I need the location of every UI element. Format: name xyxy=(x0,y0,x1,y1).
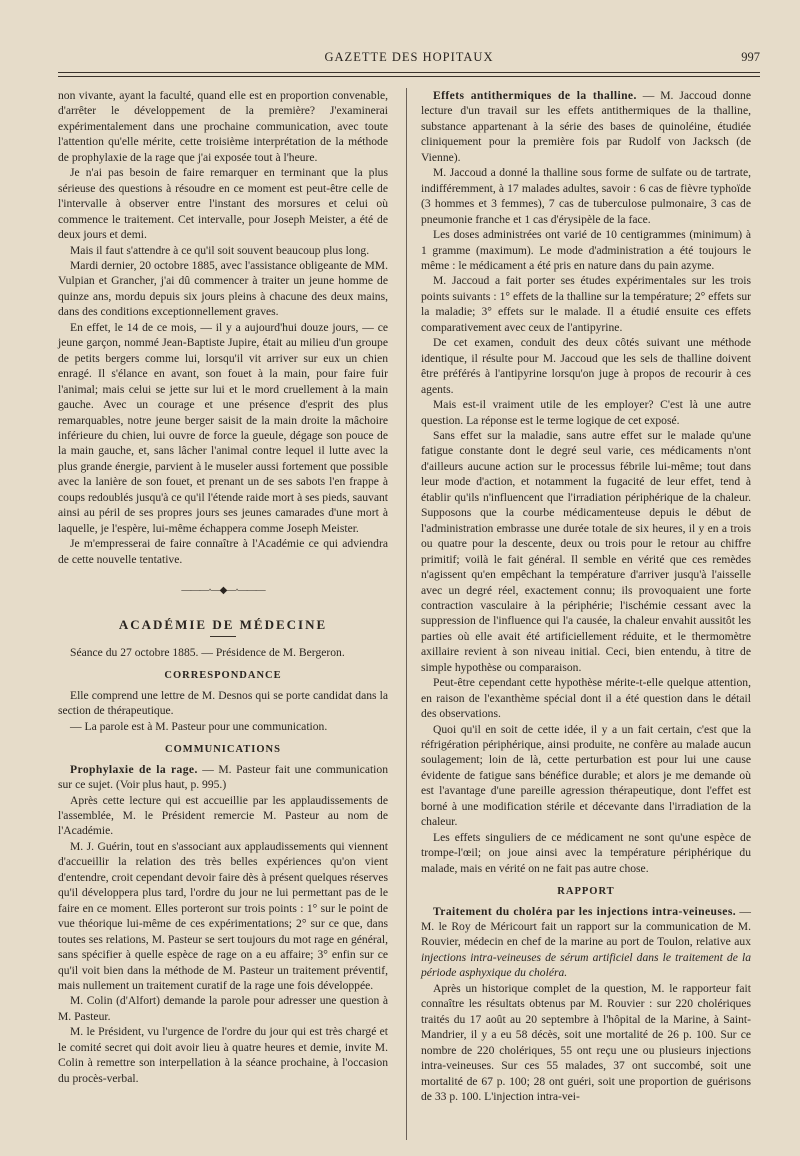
rubric-prophylaxie: Prophylaxie de la rage. xyxy=(70,762,198,776)
subsection-rapport: RAPPORT xyxy=(557,886,615,898)
paragraph xyxy=(421,904,751,981)
paragraph: De cet examen, conduit des deux côtés suivant une méthode identique, il résulte pour M. Jaccoud que les sels de thalline doivent être préférés à l'antipyrine lorsqu'on juge à propos de recourir à ces agents. xyxy=(421,336,751,396)
header-rule-thin xyxy=(58,76,760,77)
paragraph: Peut-être cependant cette hypothèse mérite-t-elle quelque attention, en raison de l'exanthème spécial dont il a été question dans le détail des observations. xyxy=(421,676,751,721)
paragraph: — La parole est à M. Pasteur pour une communication. xyxy=(70,719,328,733)
paragraph: M. J. Guérin, tout en s'associant aux applaudissements qui viennent d'accueillir la relation des très belles expériences qu'on vient d'entendre, croit cependant devoir faire dès à présent quelques réserves qu'il développera plus tard, l'ordre du jour ne lui permettant pas de le faire en ce moment. Elles porteront sur trois points : 1° sur le point de vue théorique lui-même de ces expérimentations; 2° sur ce que, dans toutes ses relations, M. Pasteur se sert toujours du mot rage en général, sans spécifier à quelle espèce de rage on a eu affaire; 3° enfin sur ce qu'il voit bien dans la méthode de M. Pasteur un traitement préventif, mais nullement un traitement curatif de la rage une fois développée. xyxy=(58,839,388,993)
paragraph: M. Colin (d'Alfort) demande la parole pour adresser une question à M. Pasteur. xyxy=(58,994,388,1023)
rubric-text: — M. le Roy de Méricourt fait un rapport sur la communication de M. Rouvier, médecin en chef de la marine au port de Toulon, relative aux xyxy=(421,904,751,949)
header-rule xyxy=(58,72,760,73)
paragraph: Sans effet sur la maladie, sans autre effet sur le malade qu'une fatigue constante dont le degré seul varie, ces médicaments n'ont d'ailleurs aucune action sur le processus fébrile lui-même; tout dans leur mode d'action, et notamment la fugacité de leur effet, tend à établir qu'ils n'influencent que l'irradiation périphérique de la chaleur. Supposons que la courbe médicamenteuse depuis le début de l'administration embrasse une durée totale de six heures, il y en a trois ou quatre pour la descente, deux ou trois pour le retour au chiffre primitif; voilà le fait général. Il semble en vérité que ces remèdes n'agissent qu'en empêchant la température d'arriver jusqu'à l'aisselle avec un degré réel, exactement connu; ils provoquaient une forte contraction vasculaire à la périphérie; l'ischémie cessant avec la suppression de l'influence qui l'a causée, la chaleur envahit aussitôt les parties où elle avait été artificiellement réduite, et le thermomètre axillaire revient à son niveau initial. Ceci, bien entendu, à titre de simple hypothèse ou comparaison. xyxy=(421,428,751,674)
paragraph xyxy=(58,762,388,793)
short-rule xyxy=(210,636,236,637)
italic-title: injections intra-veineuses de sérum artificiel dans le traitement de la période asphyxique du choléra. xyxy=(421,950,751,980)
rubric-thalline: Effets antithermiques de la thalline. xyxy=(433,89,637,102)
paragraph: Je n'ai pas besoin de faire remarquer en terminant que la plus sérieuse des questions à résoudre en ce moment est peut-être celle de l'intervalle à observer entre l'instant des morsures et celui où commence le traitement. Cet intervalle, pour Joseph Meister, a été de deux jours et demi. xyxy=(58,166,388,242)
section-title-academie: ACADÉMIE DE MÉDECINE xyxy=(118,616,328,632)
paragraph: non vivante, ayant la faculté, quand elle est en proportion convenable, d'arrêter le développement de la première? J'examinerai expérimentalement dans une prochaine communication, avec toute l'attention qu'elle mérite, cette troisième interprétation de la méthode de prophylaxie de la rage que j'ai exposée tout à l'heure. xyxy=(58,89,388,164)
rubric-text: — M. Pasteur fait une communication sur ce sujet. (Voir plus haut, p. 995.) xyxy=(58,762,388,792)
seance-line: Séance du 27 octobre 1885. — Présidence de M. Bergeron. xyxy=(70,645,345,659)
ornament-divider: ———·—◆—·——— xyxy=(181,585,265,597)
rubric-cholera: Traitement du choléra par les injections intra-veineuses. xyxy=(433,904,737,918)
paragraph: Mais est-il vraiment utile de les employer? C'est là une autre question. La réponse est le terme logique de cet exposé. xyxy=(421,398,751,427)
column-divider xyxy=(406,88,407,1140)
paragraph: Quoi qu'il en soit de cette idée, il y a un fait certain, c'est que la réfrigération périphérique, ainsi produite, ne confère au malade aucun soulagement; loin de là, cette perturbation est pour lui une cause évidente de fatigue sans bénéfice durable; et alors je me demande où est l'avantage d'une pareille agression thérapeutique, dont l'effet est borné à une modification stérile et décevante dans l'irradiation de la chaleur. xyxy=(421,722,751,829)
page-number: 997 xyxy=(741,50,760,64)
paragraph: M. le Président, vu l'urgence de l'ordre du jour qui est très chargé et le comité secret qui doit avoir lieu à quatre heures et demie, invite M. Colin à remettre son interpellation à la séance prochaine, à l'occasion du procès-verbal. xyxy=(58,1025,388,1085)
paragraph: M. Jaccoud a donné la thalline sous forme de sulfate ou de tartrate, indifféremment, à 17 malades adultes, savoir : 6 cas de fièvre typhoïde (3 hommes et 3 femmes), 7 cas de tuberculose pulmonaire, 3 cas de pneumonie franche et 1 cas d'érysipèle de la face. xyxy=(421,166,751,226)
paragraph: Elle comprend une lettre de M. Desnos qui se porte candidat dans la section de thérapeutique. xyxy=(58,688,388,718)
paragraph: Mardi dernier, 20 octobre 1885, avec l'assistance obligeante de MM. Vulpian et Grancher, j'ai dû commencer à traiter un jeune homme de quinze ans, mordu depuis six jours pleins à chacune des deux mains, dans des conditions exceptionnellement graves. xyxy=(58,258,388,319)
subsection-communications: COMMUNICATIONS xyxy=(165,744,281,756)
paragraph: M. Jaccoud a fait porter ses études expérimentales sur les trois points suivants : 1° effets de la thalline sur la température; 2° effets sur la maladie; 3° effets sur le malade. Il a étudié ensuite ces effets comparativement avec ceux de l'antipyrine. xyxy=(421,274,751,334)
paragraph: Après un historique complet de la question, M. le rapporteur fait connaître les résultats obtenus par M. Rouvier : sur 220 cholériques traités du 17 août au 20 septembre à l'hôpital de la Marine, à Saint-Mandrier, il y a eu 58 décès, soit une mortalité de 26 p. 100. Sur ce nombre de 220 cholériques, 55 ont reçu une ou plusieurs injections intra-veineuses. Sur ces 55 malades, 37 ont succombé, soit une mortalité de 67 p. 100; 28 ont guéri, soit une proportion de guérisons de 33 p. 100. L'injection intra-vei- xyxy=(421,981,751,1103)
paragraph: Les doses administrées ont varié de 10 centigrammes (minimum) à 1 gramme (maximum). Le mode d'administration a été toujours le même : le médicament a été pris en nature dans du pain azyme. xyxy=(421,228,751,272)
paragraph xyxy=(421,88,751,165)
subsection-correspondance: CORRESPONDANCE xyxy=(164,670,282,682)
page-header xyxy=(58,50,760,70)
rubric-text: — M. Jaccoud donne lecture d'un travail sur les effets antithermiques de la thalline, substance appartenant à la série des bases de quinoléine, étudiée cliniquement pour la première fois par Rudolf von Jacksch (de Vienne). xyxy=(421,89,751,164)
journal-title: GAZETTE DES HOPITAUX xyxy=(324,50,494,64)
paragraph: Après cette lecture qui est accueillie par les applaudissements de l'assemblée, M. le Président remercie M. Pasteur au nom de l'Académie. xyxy=(58,793,388,838)
paragraph: Je m'empresserai de faire connaître à l'Académie ce qui adviendra de cette nouvelle tentative. xyxy=(58,537,388,566)
paragraph: Les effets singuliers de ce médicament ne sont qu'une espèce de trompe-l'œil; on joue ainsi avec la température périphérique du malade, mais en vérité on ne fait pas autre chose. xyxy=(421,830,751,875)
paragraph: Mais il faut s'attendre à ce qu'il soit souvent beaucoup plus long. xyxy=(70,243,370,257)
paragraph: En effet, le 14 de ce mois, — il y a aujourd'hui douze jours, — ce jeune garçon, nommé Jean-Baptiste Jupire, était au milieu d'un groupe de petits bergers comme lui, lorsqu'il vit arriver sur eux un chien enragé. Il s'élance en avant, son fouet à la main, pour faire fuir l'animal; mais celui se jette sur lui et le mord cruellement à la main gauche. Avec un courage et une présence d'esprit des plus remarquables, notre jeune berger saisit de la main droite la mâchoire inférieure du chien, lui ouvre de force la gueule, dégage son pouce de la main gauche, et, sans lâcher l'animal contre lequel il lutte avec la plus grande énergie, parvient à le museler aussi fortement que possible avec la lanière de son fouet, et prenant un de ses sabots l'en frappe à coups redoublés jusqu'à ce qu'il l'étende raide mort à ses pieds, sauvant ainsi au péril de ses propres jours ses jeunes camarades d'une mort à laquelle, je l'espère, lui-même échappera comme Joseph Meister. xyxy=(58,320,388,535)
right-column xyxy=(421,88,751,1104)
left-column xyxy=(58,88,388,1086)
